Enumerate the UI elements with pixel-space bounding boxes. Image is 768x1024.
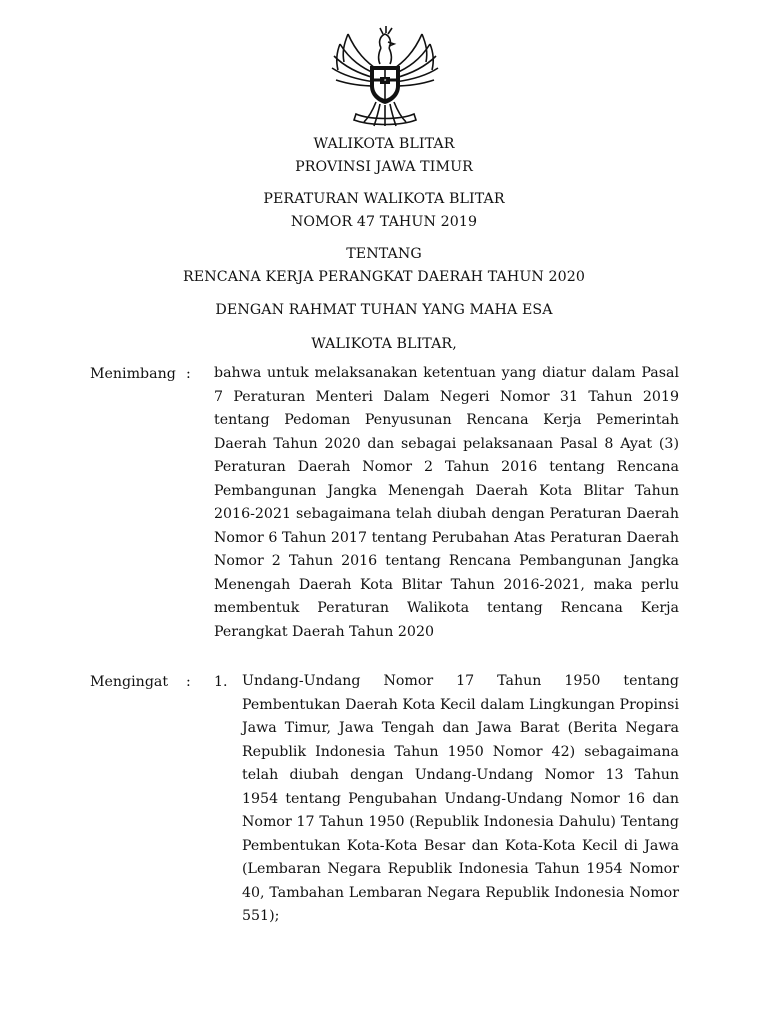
about-label: TENTANG xyxy=(346,246,422,262)
regulation-subject: RENCANA KERJA PERANGKAT DAERAH TAHUN 2020 xyxy=(182,269,586,285)
preamble-invocation: DENGAN RAHMAT TUHAN YANG MAHA ESA xyxy=(215,302,553,318)
mengingat-item-text: Undang-Undang Nomor 17 Tahun 1950 tentang Pembentukan Daerah Kota Kecil dalam Lingkungan Propinsi Jawa Timur, Jawa Tengah dan Jawa Barat (Berita Negara Republik Indonesia Tahun 1950 Nomor 42) sebagaimana telah diubah dengan Undang-Undang Nomor 13 Tahun 1954 tentang Pengubahan Undang-Undang Nomor 16 dan Nomor 17 Tahun 1950 (Republik Indonesia Dahulu) Tentang Pembentukan Kota-Kota Besar dan Kota-Kota Kecil di Jawa (Lembaran Negara Republik Indonesia Tahun 1954 Nomor 40, Tambahan Lembaran Negara Republik Indonesia Nomor 551); xyxy=(242,673,679,924)
menimbang-label: Menimbang xyxy=(90,366,176,382)
menimbang-text: bahwa untuk melaksanakan ketentuan yang diatur dalam Pasal 7 Peraturan Menteri Dalam Negeri Nomor 31 Tahun 2019 tentang Pedoman Penyusunan Rencana Kerja Pemerintah Daerah Tahun 2020 dan sebagai pelaksanaan Pasal 8 Ayat (3) Peraturan Daerah Nomor 2 Tahun 2016 tentang Rencana Pembangunan Jangka Menengah Daerah Kota Blitar Tahun 2016-2021 sebagaimana telah diubah dengan Peraturan Daerah Nomor 6 Tahun 2017 tentang Perubahan Atas Peraturan Daerah Nomor 2 Tahun 2016 tentang Rencana Pembangunan Jangka Menengah Daerah Kota Blitar Tahun 2016-2021, maka perlu membentuk Peraturan Walikota tentang Rencana Kerja Perangkat Daerah Tahun 2020 xyxy=(214,365,679,640)
mengingat-item-number: 1. xyxy=(214,674,228,690)
menimbang-colon: : xyxy=(186,366,191,382)
garuda-emblem-icon xyxy=(326,22,444,128)
province-title: PROVINSI JAWA TIMUR xyxy=(295,159,473,175)
issuer-title: WALIKOTA BLITAR xyxy=(313,136,455,152)
issuer-declaration: WALIKOTA BLITAR, xyxy=(311,336,457,352)
mengingat-label: Mengingat xyxy=(90,674,169,690)
mengingat-colon: : xyxy=(186,674,191,690)
regulation-title: PERATURAN WALIKOTA BLITAR xyxy=(263,191,505,207)
regulation-number: NOMOR 47 TAHUN 2019 xyxy=(290,214,478,230)
